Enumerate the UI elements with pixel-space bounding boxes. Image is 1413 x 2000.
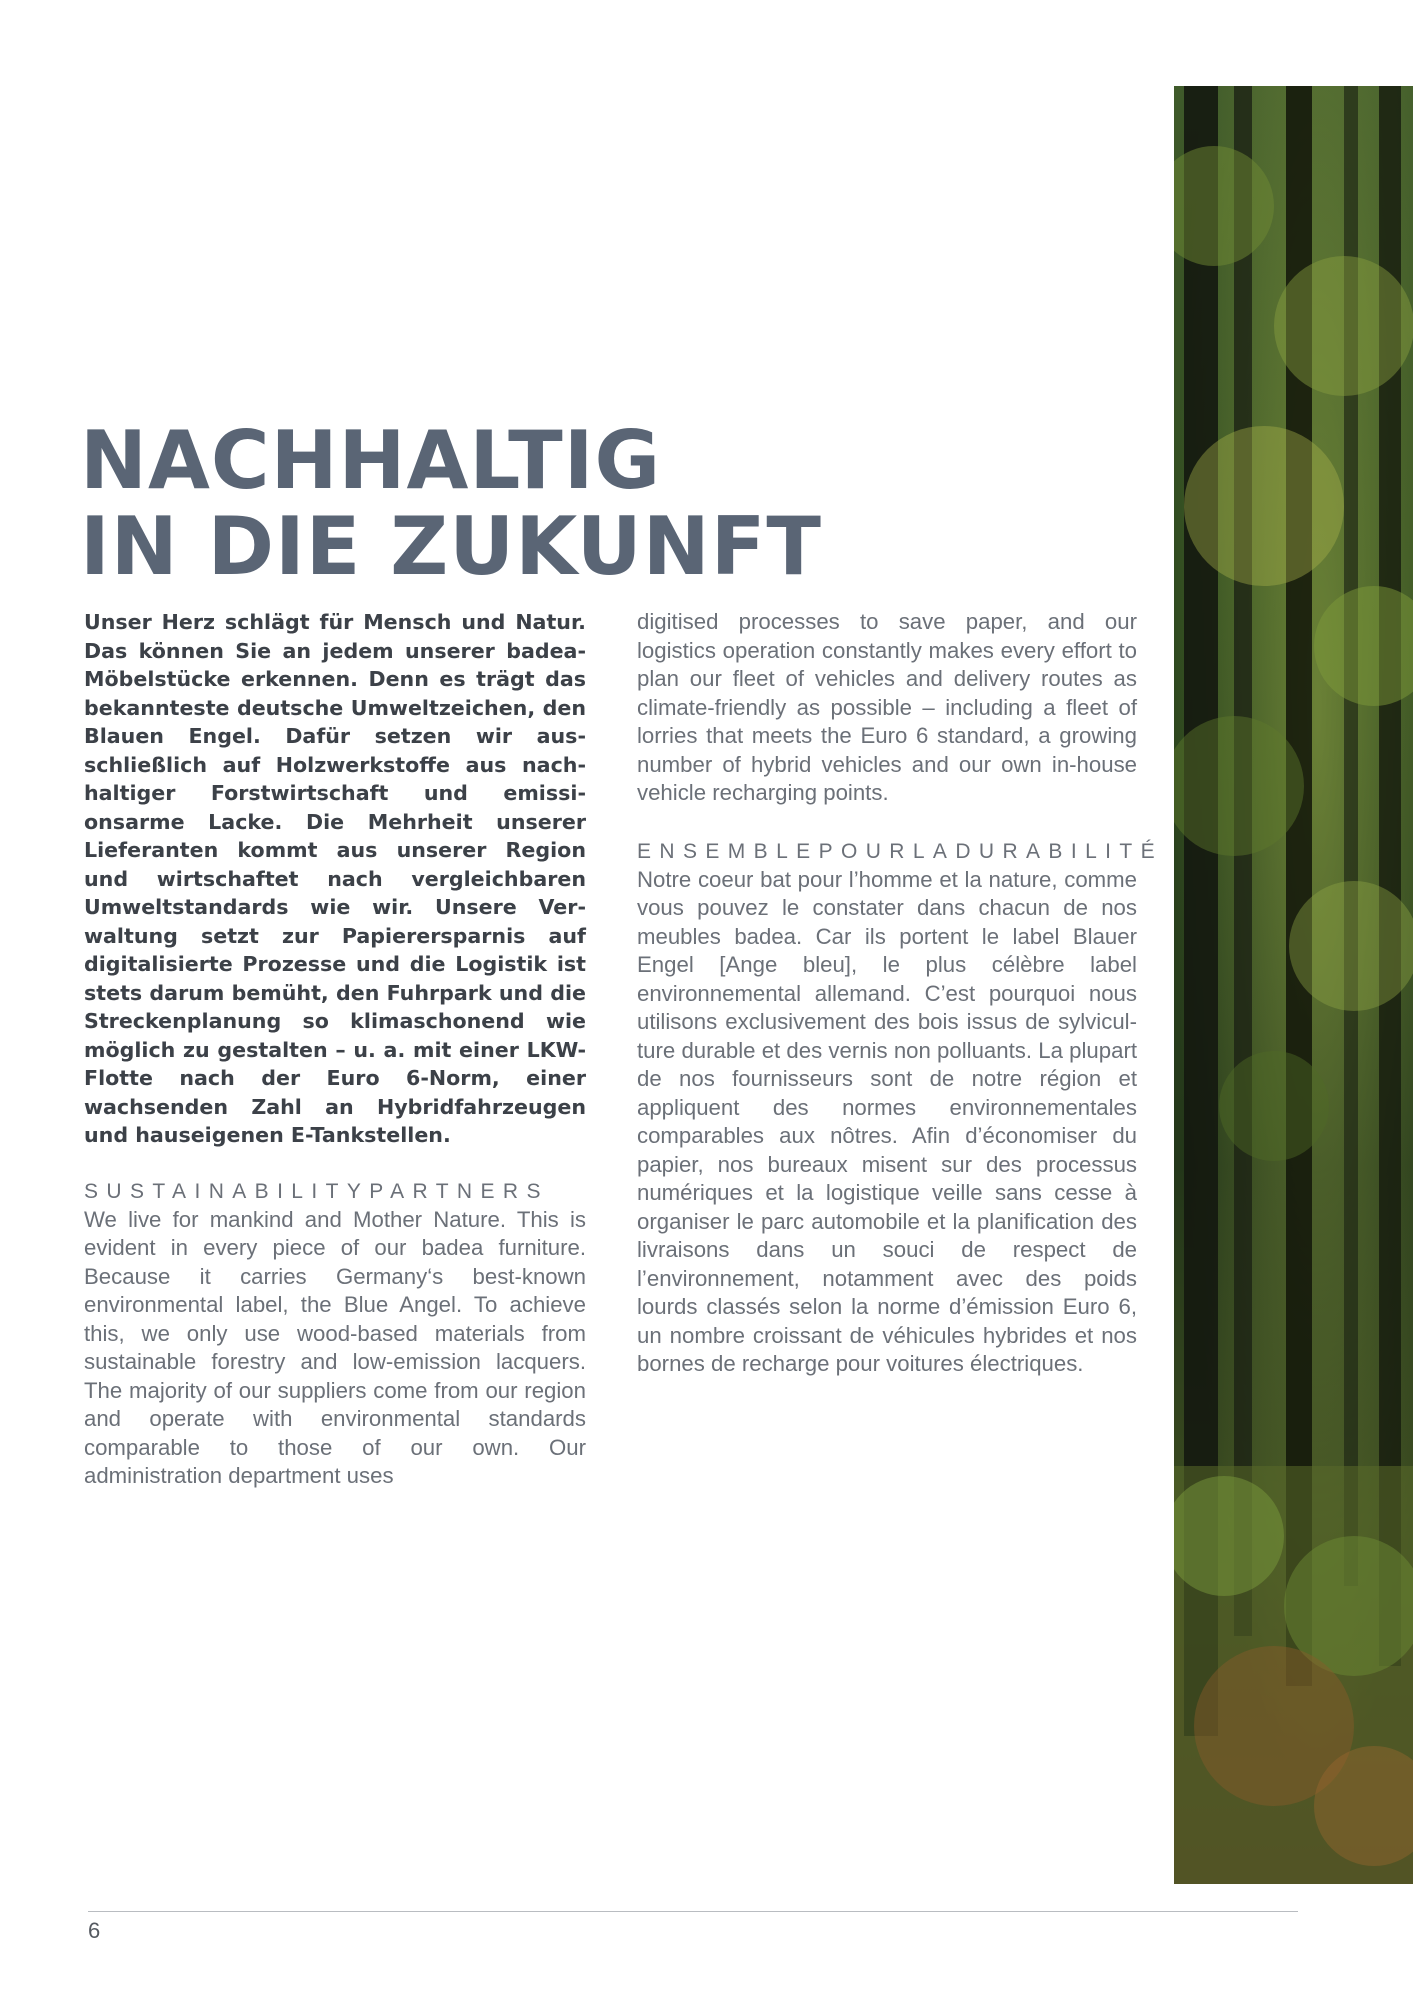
french-paragraph: Notre coeur bat pour l’homme et la nature, comme vous pouvez le constater dans chacun de nos meubles badea. Car ils portent le label Blauer Engel [Ange bleu], le plus célèbre label environnemental allemand. C’est pourquoi nous utilisons exclusivement des bois issus de sylviculture durable et des vernis non polluants. La plupart de nos fournisseurs sont de notre région et appliquent des normes environnementales comparables aux nôtres. Afin d’économiser du papier, nos bureaux misent sur des processus numériques et la logistique veille sans cesse à organiser le parc automobile et la planification des livraisons dans un souci de respect de l’environnement, notamment avec des poids lourds classés selon la norme d’émission Euro 6, un nombre croissant de véhicules hybrides et nos bornes de recharge pour voitures électriques. [637, 866, 1137, 1376]
forest-photo-illustration [1174, 86, 1413, 1884]
english-paragraph-part-2: digitised processes to save paper, and our logistics operation constantly makes every effort to plan our fleet of vehicles and delivery routes as climate-friendly as possible – including a fleet of lorries that meets the Euro 6 standard, a growing number of hybrid vehicles and our own in-house vehicle recharging points. [637, 609, 1137, 805]
right-column [637, 608, 1164, 1379]
page-title-line-2: IN DIE ZUKUNFT [80, 500, 822, 593]
english-section-heading: SUSTAINABILITYPARTNERS [84, 1179, 549, 1203]
page-number: 6 [88, 1918, 101, 1943]
english-paragraph-part-1: We live for mankind and Mother Nature. This is evident in every piece of our badea furniture. Because it carries Germany‘s best-known environmental label, the Blue Angel. To achieve this, we only use wood-based materials from sustainable forestry and low-emission lacquers. The majority of our suppliers come from our region and operate with environmental standards comparable to those of our own. Our administration department uses [84, 1206, 586, 1488]
french-section-heading: ENSEMBLEPOURLADURABILITÉ [637, 839, 1164, 863]
german-paragraph: Unser Herz schlägt für Mensch und Natur. Das können Sie an jedem unserer badea-Möbelstücke erkennen. Denn es trägt das bekannteste deutsche Umweltzeichen, den Blauen Engel. Dafür setzen wir ausschließlich auf Holzwerkstoffe aus nachhaltiger Forstwirtschaft und emissionsarme Lacke. Die Mehrheit unserer Lieferanten kommt aus unserer Region und wirtschaftet nach vergleichbaren Umweltstandards wie wir. Unsere Verwaltung setzt zur Papierersparnis auf digitalisierte Prozesse und die Logistik ist stets darum bemüht, den Fuhrpark und die Streckenplanung so klimaschonend wie möglich zu gestalten – u. a. mit einer LKW-Flotte nach der Euro 6-Norm, einer wachsenden Zahl an Hybridfahrzeugen und hauseigenen E-Tankstellen. [84, 610, 586, 1147]
page-title-line-1: NACHHALTIG [80, 414, 662, 507]
footer-rule [88, 1911, 1298, 1912]
page-title [80, 414, 840, 593]
left-column [84, 608, 586, 1491]
forest-photo [1174, 86, 1413, 1884]
